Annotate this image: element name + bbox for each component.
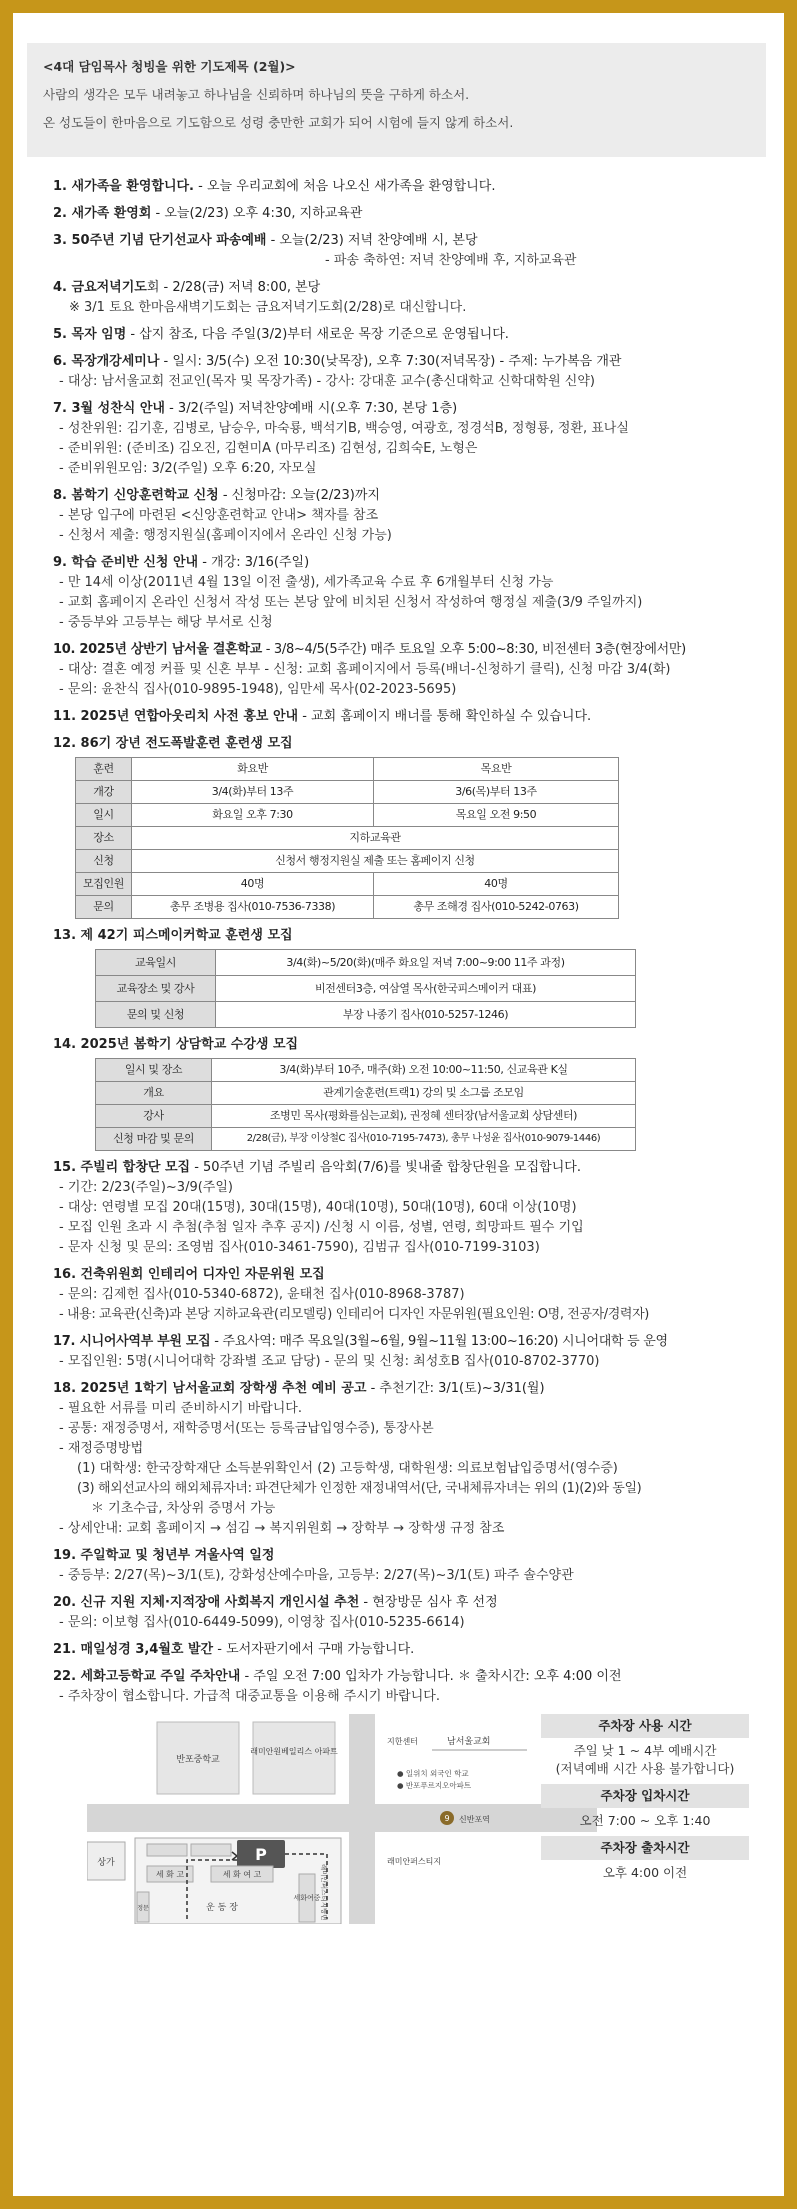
parking-use-line1: 주일 낮 1 ~ 4부 예배시간: [573, 1743, 717, 1758]
item-line: ＊ 기초수급, 차상위 증명서 가능: [91, 1501, 276, 1516]
announcement-4: [53, 278, 744, 318]
item-heading: 11. 2025년 연합아웃리치 사전 홍보 안내: [53, 709, 299, 724]
table-cell: 비전센터3층, 여삼열 목사(한국피스메이커 대표): [216, 976, 636, 1002]
main-road: [87, 1804, 597, 1832]
sehwa-middle-label: 세화여중: [293, 1894, 321, 1902]
table-row: [76, 873, 619, 896]
table-row: [76, 781, 619, 804]
table-cell: 장소: [76, 827, 132, 850]
item-heading: 7. 3월 성찬식 안내: [53, 401, 165, 416]
item-line: - 파송 축하연: 저녁 찬양예배 후, 지하교육관: [325, 253, 577, 268]
road-direction-label: 래미안퍼스티지방면: [320, 1864, 328, 1921]
table-row: [96, 1059, 636, 1082]
table-row: [96, 1128, 636, 1151]
item-line: - 신청서 제출: 행정지원실(홈페이지에서 온라인 신청 가능): [59, 528, 392, 543]
parking-use-line2: (저녁예배 시간 사용 불가합니다): [555, 1761, 735, 1776]
item-line: - 준비위원모임: 3/2(주일) 오후 6:20, 자모실: [59, 461, 317, 476]
item-line: - 문의: 윤찬식 집사(010-9895-1948), 임만세 목사(02-2023-5695): [59, 682, 457, 697]
table-cell: 2/28(금), 부장 이상철C 집사(010-7195-7473), 총무 나성윤 집사(010-9079-1446): [212, 1128, 636, 1151]
item-text: - 오늘(2/23) 오후 4:30, 지하교육관: [151, 206, 363, 221]
parking-in-title: 주차장 입차시간: [541, 1784, 749, 1808]
item-line: - 만 14세 이상(2011년 4월 13일 이전 출생), 세가족교육 수료 후 6개월부터 신청 가능: [59, 575, 554, 590]
prayer-box: [27, 43, 766, 157]
table-cell: 모집인원: [76, 873, 132, 896]
announcement-22: [53, 1667, 744, 1707]
item-line: ※ 3/1 토요 한마음새벽기도회는 금요저녁기도회(2/28)로 대신합니다.: [69, 300, 467, 315]
announcement-9: [53, 553, 744, 633]
parking-info: [541, 1714, 749, 1888]
table-row: [76, 758, 619, 781]
item-text: - 추천기간: 3/1(토)~3/31(월): [366, 1381, 545, 1396]
item-heading: 5. 목자 임명: [53, 327, 127, 342]
item-heading: 20. 신규 지원 지체·지적장애 사회복지 개인시설 추천: [53, 1595, 360, 1610]
table-cell: 개요: [96, 1082, 212, 1105]
table-cell: 3/4(화)부터 13주: [132, 781, 374, 804]
item-line: - 교회 홈페이지 온라인 신청서 작성 또는 본당 앞에 비치된 신청서 작성하여 행정실 제출(3/9 주일까지): [59, 595, 643, 610]
announcement-list: [53, 177, 744, 1926]
item-line: (1) 대학생: 한국장학재단 소득분위확인서 (2) 고등학생, 대학원생: 의료보험납입증명서(영수증): [77, 1461, 618, 1476]
sehwa-high-label: 세 화 고: [155, 1870, 185, 1879]
item-line: - 문의: 김제헌 집사(010-5340-6872), 윤태천 집사(010-8968-3787): [59, 1287, 465, 1302]
announcement-10: [53, 640, 744, 700]
item-line: - 성찬위원: 김기훈, 김병로, 남승우, 마숙룡, 백석기B, 백승영, 여광호, 정경석B, 정형룡, 정환, 표나실: [59, 421, 629, 436]
prayer-line-2: 온 성도들이 한마음으로 기도함으로 성령 충만한 교회가 되어 시험에 들지 않게 하소서.: [43, 115, 514, 130]
banpo-middle-label: 반포중학교: [176, 1755, 220, 1765]
table-cell: 3/4(화)~5/20(화)(매주 화요일 저녁 7:00~9:00 11주 과정): [216, 950, 636, 976]
evangelism-training-table: [75, 757, 619, 919]
prayer-title: <4대 담임목사 청빙을 위한 기도제목 (2월)>: [43, 59, 296, 74]
raemian-palace-label: 래미안원베일리스 아파트: [250, 1747, 338, 1756]
item-line: - 중등부와 고등부는 해당 부서로 신청: [59, 615, 273, 630]
announcement-20: [53, 1593, 744, 1633]
item-heading: 15. 주빌리 합창단 모집: [53, 1160, 191, 1175]
table-row: [96, 1002, 636, 1028]
announcement-16: [53, 1265, 744, 1325]
item-text: 회 - 2/28(금) 저녁 8:00, 본당: [146, 280, 321, 295]
item-text: - 교회 홈페이지 배너를 통해 확인하실 수 있습니다.: [298, 709, 592, 724]
table-row: [96, 976, 636, 1002]
item-heading: 10. 2025년 상반기 남서울 결혼학교: [53, 642, 262, 657]
table-cell: 3/4(화)부터 10주, 매주(화) 오전 10:00~11:50, 신교육관 K실: [212, 1059, 636, 1082]
item-heading: 6. 목장개강세미나: [53, 354, 160, 369]
sehwa-girls-label: 세 화 여 고: [222, 1870, 262, 1879]
parking-use-box: [541, 1714, 749, 1778]
table-row: [76, 804, 619, 827]
table-cell: 신청: [76, 850, 132, 873]
station-label: 신반포역: [459, 1815, 490, 1824]
side-road: [349, 1714, 375, 1924]
parking-map: [87, 1714, 597, 1924]
item-line: - 내용: 교육관(신축)과 본당 지하교육관(리모델링) 인테리어 디자인 자문위원(필요인원: O명, 전공자/경력자): [59, 1307, 649, 1322]
raemian-firstige-label: 래미안퍼스티지: [387, 1857, 442, 1866]
item-line: - 준비위원: (준비조) 김오진, 김현미A (마무리조) 김현성, 김희숙E, 노형은: [59, 441, 478, 456]
item-text: - 주일 오전 7:00 입차가 가능합니다. ＊ 출차시간: 오후 4:00 이전: [240, 1669, 622, 1684]
announcement-17: [53, 1332, 744, 1372]
item-text: - 신청마감: 오늘(2/23)까지: [218, 488, 380, 503]
item-heading: 17. 시니어사역부 부원 모집: [53, 1334, 211, 1349]
table-cell: 교육장소 및 강사: [96, 976, 216, 1002]
jichi-center-label: 지한센터: [387, 1737, 418, 1746]
item-heading: 16. 건축위원회 인테리어 디자인 자문위원 모집: [53, 1267, 325, 1282]
raemian-palace-building: [253, 1722, 335, 1794]
item-text: - 개강: 3/16(주일): [198, 555, 310, 570]
item-line: - 대상: 연령별 모집 20대(15명), 30대(15명), 40대(10명), 50대(10명), 60대 이상(10명): [59, 1200, 577, 1215]
item-text: - 도서자판기에서 구매 가능합니다.: [213, 1642, 415, 1657]
item-text: - 오늘 우리교회에 처음 나오신 새가족을 환영합니다.: [194, 179, 496, 194]
prayer-line-1: 사람의 생각은 모두 내려놓고 하나님을 신뢰하며 하나님의 뜻을 구하게 하소서.: [43, 87, 470, 102]
table-row: [76, 850, 619, 873]
announcement-19: [53, 1546, 744, 1586]
parking-in-value: 오전 7:00 ~ 오후 1:40: [579, 1813, 711, 1828]
parking-icon: P: [255, 1845, 267, 1864]
announcement-18: [53, 1379, 744, 1539]
table-cell: 조병민 목사(평화를심는교회), 권정혜 센터장(남서울교회 상담센터): [212, 1105, 636, 1128]
item-heading: 3. 50주년 기념 단기선교사 파송예배: [53, 233, 267, 248]
parking-out-value: 오후 4:00 이전: [602, 1865, 688, 1880]
item-text: - 오늘(2/23) 저녁 찬양예배 시, 본당: [266, 233, 478, 248]
announcement-14: [53, 1035, 744, 1151]
parking-use-title: 주차장 사용 시간: [541, 1714, 749, 1738]
table-cell: 총무 조해경 집사(010-5242-0763): [374, 896, 619, 919]
item-text: - 3/8~4/5(5주간) 매주 토요일 오후 5:00~8:30, 비전센터 3층(현장에서만): [261, 642, 686, 657]
item-line: - 문자 신청 및 문의: 조영범 집사(010-3461-7590), 김범규 집사(010-7199-3103): [59, 1240, 540, 1255]
item-line: - 공통: 재정증명서, 재학증명서(또는 등록금납입영수증), 통장사본: [59, 1421, 434, 1436]
bulletin-page: [13, 13, 784, 2196]
item-line: - 상세안내: 교회 홈페이지 → 섬김 → 복지위원회 → 장학부 → 장학생 규정 참조: [59, 1521, 505, 1536]
announcement-1: [53, 177, 744, 197]
item-line: - 필요한 서류를 미리 준비하시기 바랍니다.: [59, 1401, 302, 1416]
announcement-7: [53, 399, 744, 479]
table-cell: 화요일 오후 7:30: [132, 804, 374, 827]
item-heading: 13. 제 42기 피스메이커학교 훈련생 모집: [53, 928, 293, 943]
announcement-6: [53, 352, 744, 392]
table-cell: 목요반: [374, 758, 619, 781]
table-cell: 교육일시: [96, 950, 216, 976]
item-heading: 14. 2025년 봄학기 상담학교 수강생 모집: [53, 1037, 299, 1052]
table-cell: 지하교육관: [132, 827, 619, 850]
announcement-2: [53, 204, 744, 224]
item-text: - 현장방문 심사 후 선정: [359, 1595, 498, 1610]
playground-label: 운 동 장: [206, 1903, 238, 1913]
parking-in-box: [541, 1784, 749, 1830]
item-heading: 4. 금요저녁기도: [53, 280, 147, 295]
table-row: [96, 1082, 636, 1105]
announcement-11: [53, 707, 744, 727]
item-line: - 재정증명방법: [59, 1441, 144, 1456]
banpo-xi-label: ● 반포푸르지오아파트: [397, 1781, 472, 1790]
item-line: - 본당 입구에 마련된 <신앙훈련학교 안내> 책자를 참조: [59, 508, 379, 523]
item-heading: 9. 학습 준비반 신청 안내: [53, 555, 199, 570]
item-line: - 기간: 2/23(주일)~3/9(주일): [59, 1180, 233, 1195]
table-cell: 3/6(목)부터 13주: [374, 781, 619, 804]
item-line: - 중등부: 2/27(목)~3/1(토), 강화성산예수마을, 고등부: 2/27(목)~3/1(토) 파주 솔수양관: [59, 1568, 574, 1583]
item-text: - 삽지 참조, 다음 주일(3/2)부터 새로운 목장 기준으로 운영됩니다.: [126, 327, 509, 342]
announcement-3: [53, 231, 744, 271]
peacemaker-table: [95, 949, 636, 1028]
item-heading: 18. 2025년 1학기 남서울교회 장학생 추천 예비 공고: [53, 1381, 367, 1396]
table-cell: 일시: [76, 804, 132, 827]
foreign-school-label: ● 일위치 외국인 학교: [397, 1769, 469, 1778]
table-row: [96, 1105, 636, 1128]
shops-label: 상가: [97, 1858, 115, 1868]
item-line: - 대상: 결혼 예정 커플 및 신혼 부부 - 신청: 교회 홈페이지에서 등록(배너-신청하기 클릭), 신청 마감 3/4(화): [59, 662, 671, 677]
announcement-15: [53, 1158, 744, 1258]
table-row: [76, 827, 619, 850]
item-line: (3) 해외선교사의 해외체류자녀: 파견단체가 인정한 재정내역서(단, 국내체류자녀는 위의 (1)(2)와 동일): [77, 1481, 642, 1496]
table-cell: 개강: [76, 781, 132, 804]
table-cell: 신청 마감 및 문의: [96, 1128, 212, 1151]
parking-out-box: [541, 1836, 749, 1882]
table-cell: 목요일 오전 9:50: [374, 804, 619, 827]
table-cell: 훈련: [76, 758, 132, 781]
item-heading: 8. 봄학기 신앙훈련학교 신청: [53, 488, 219, 503]
table-cell: 화요반: [132, 758, 374, 781]
table-cell: 신청서 행정지원실 제출 또는 홈페이지 신청: [132, 850, 619, 873]
item-line: - 모집인원: 5명(시니어대학 강좌별 조교 담당) - 문의 및 신청: 최성호B 집사(010-8702-3770): [59, 1354, 600, 1369]
counseling-school-table: [95, 1058, 636, 1151]
namseoul-church-label: 남서울교회: [447, 1737, 491, 1747]
item-heading: 22. 세화고등학교 주일 주차안내: [53, 1669, 241, 1684]
item-line: - 대상: 남서울교회 전교인(목자 및 목장가족) - 강사: 강대훈 교수(총신대학교 신학대학원 신약): [59, 374, 595, 389]
announcement-12: [53, 734, 744, 919]
station-number: 9: [444, 1814, 450, 1823]
item-text: - 3/2(주일) 저녁찬양예배 시(오후 7:30, 본당 1층): [164, 401, 458, 416]
announcement-21: [53, 1640, 744, 1660]
table-cell: 총무 조병용 집사(010-7536-7338): [132, 896, 374, 919]
table-cell: 문의: [76, 896, 132, 919]
announcement-13: [53, 926, 744, 1028]
table-cell: 40명: [132, 873, 374, 896]
item-heading: 21. 매일성경 3,4월호 발간: [53, 1642, 214, 1657]
table-cell: 부장 나종기 집사(010-5257-1246): [216, 1002, 636, 1028]
announcement-5: [53, 325, 744, 345]
item-text: - 주요사역: 매주 목요일(3월~6월, 9월~11월 13:00~16:20) 시니어대학 등 운영: [210, 1334, 668, 1349]
table-cell: 일시 및 장소: [96, 1059, 212, 1082]
item-heading: 19. 주일학교 및 청년부 겨울사역 일정: [53, 1548, 275, 1563]
item-heading: 12. 86기 장년 전도폭발훈련 훈련생 모집: [53, 736, 293, 751]
table-row: [76, 896, 619, 919]
table-cell: 강사: [96, 1105, 212, 1128]
gate-label: 정문: [137, 1905, 149, 1912]
item-text: - 일시: 3/5(수) 오전 10:30(낮목장), 오후 7:30(저녁목장) - 주제: 누가복음 개관: [159, 354, 622, 369]
item-line: - 주차장이 협소합니다. 가급적 대중교통을 이용해 주시기 바랍니다.: [59, 1689, 440, 1704]
table-row: [96, 950, 636, 976]
item-heading: 2. 새가족 환영회: [53, 206, 152, 221]
table-cell: 문의 및 신청: [96, 1002, 216, 1028]
table-cell: 관계기술훈련(트랙1) 강의 및 소그룹 조모임: [212, 1082, 636, 1105]
table-cell: 40명: [374, 873, 619, 896]
parking-section: [53, 1714, 744, 1926]
item-line: - 문의: 이보형 집사(010-6449-5099), 이영창 집사(010-5235-6614): [59, 1615, 465, 1630]
item-heading: 1. 새가족을 환영합니다.: [53, 179, 194, 194]
item-text: - 50주년 기념 주빌리 음악회(7/6)를 빛내줄 합창단원을 모집합니다.: [190, 1160, 581, 1175]
announcement-8: [53, 486, 744, 546]
parking-out-title: 주차장 출차시간: [541, 1836, 749, 1860]
item-line: - 모집 인원 초과 시 추첨(추첨 일자 추후 공지) /신청 시 이름, 성별, 연령, 희망파트 필수 기입: [59, 1220, 584, 1235]
